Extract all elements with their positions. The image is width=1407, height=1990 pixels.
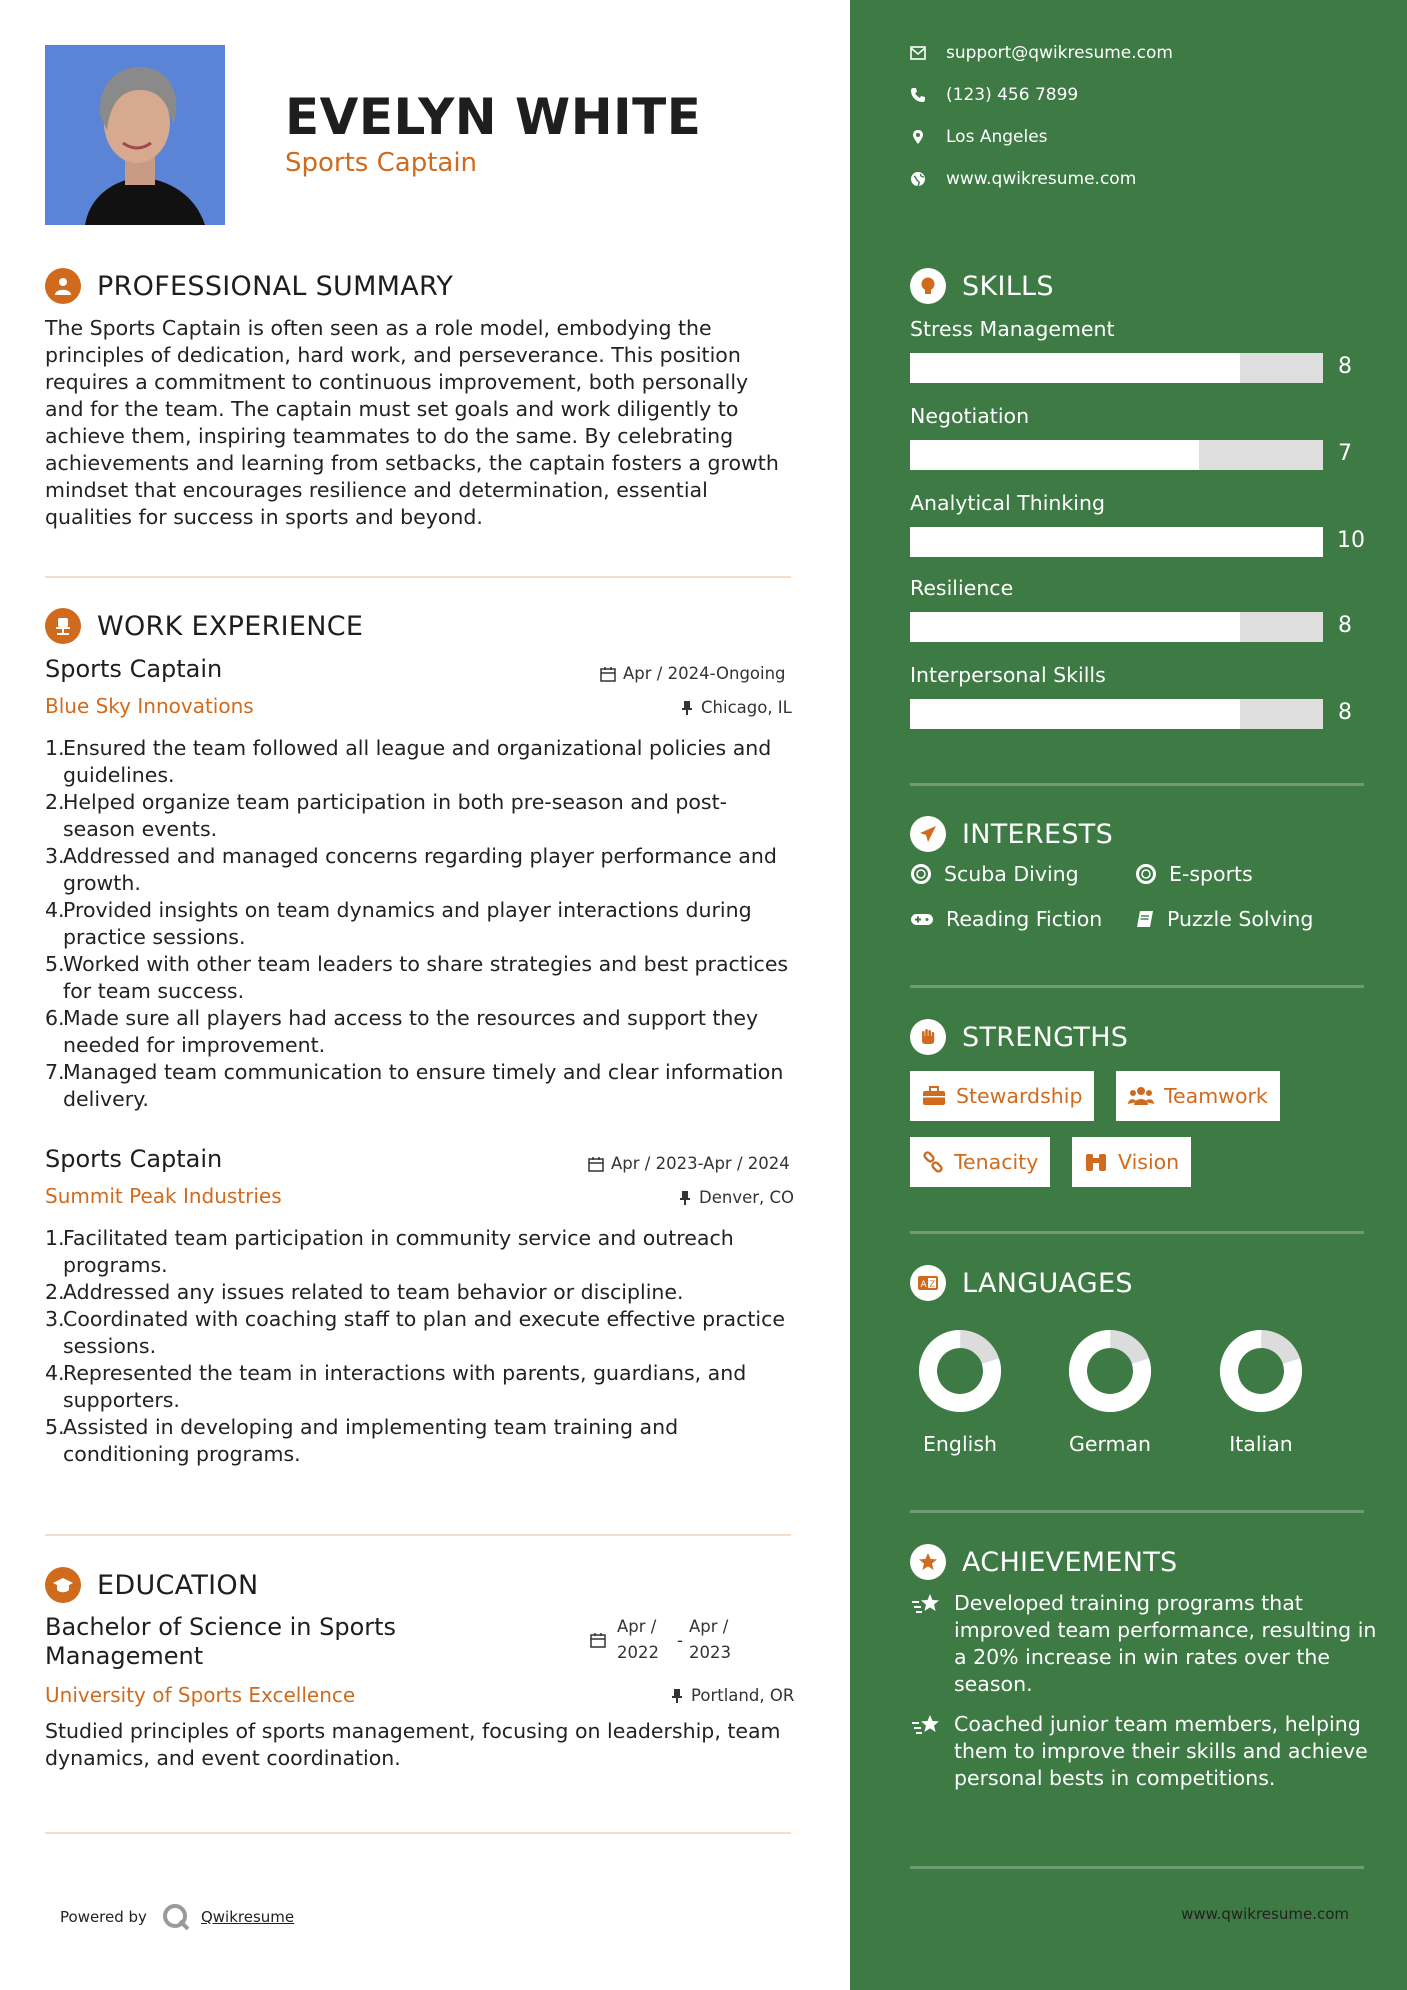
education-location-text: Portland, OR — [691, 1686, 795, 1705]
powered-by-label: Powered by — [60, 1908, 147, 1926]
job-location-text: Chicago, IL — [701, 698, 792, 717]
language-item — [1050, 1328, 1170, 1456]
education-description: Studied principles of sports management, focusing on leadership, team dynamics, and event coordination. — [45, 1719, 781, 1770]
skills-heading — [910, 268, 1054, 304]
paper-plane-icon — [910, 816, 946, 852]
education-location — [670, 1686, 794, 1705]
end-month: Apr / — [688, 1617, 729, 1636]
summary-text: The Sports Captain is often seen as a role model, embodying the principles of dedication, hard work, and perseverance. This position requires a commitment to continuous improvement, both personally and for the team. The captain must set goals and work diligently to achieve them, inspiring teammates to do the same. By celebrating achievements and learning from setbacks, the captain fosters a growth mindset that encourages resilience and determination, essential qualities for success in sports and beyond. — [45, 316, 779, 529]
footer-website[interactable]: www.qwikresume.com — [1181, 1905, 1349, 1923]
end-year: 2023 — [688, 1643, 731, 1662]
list-item: 2. Helped organize team participation in both pre-season and post-season events. — [45, 790, 728, 841]
strength-label: Tenacity — [954, 1150, 1039, 1174]
list-item: 3. Coordinated with coaching staff to plan and execute effective practice sessions. — [45, 1307, 785, 1358]
pin-icon — [678, 1190, 692, 1206]
interest-item — [910, 907, 1102, 931]
education-heading — [45, 1567, 258, 1603]
skill-label: Stress Management — [910, 317, 1115, 341]
divider — [45, 576, 791, 578]
list-item: 1. Ensured the team followed all league and organizational policies and guidelines. — [45, 736, 772, 787]
divider — [45, 1832, 791, 1834]
qwikresume-logo-icon — [161, 1902, 191, 1932]
skill-bar — [910, 440, 1323, 470]
strength-chip — [1072, 1137, 1191, 1187]
svg-text:Z: Z — [929, 1279, 935, 1289]
skill-value: 10 — [1337, 528, 1365, 553]
map-marker-icon — [910, 129, 926, 145]
strength-label: Teamwork — [1164, 1084, 1268, 1108]
divider — [910, 783, 1364, 786]
summary-heading — [45, 268, 453, 304]
globe-icon — [910, 171, 926, 187]
divider — [45, 1534, 791, 1536]
book-icon — [1135, 909, 1155, 929]
language-label: Italian — [1229, 1432, 1293, 1456]
link-icon — [922, 1151, 944, 1173]
sidebar — [850, 0, 1407, 1990]
interest-label: Puzzle Solving — [1167, 907, 1314, 931]
language-donut — [1067, 1328, 1153, 1414]
list-item: 5. Assisted in developing and implementing team training and conditioning programs. — [45, 1415, 679, 1466]
powered-by — [60, 1902, 294, 1932]
contact-location — [910, 127, 1048, 147]
contact-website — [910, 169, 1136, 189]
languages-title: LANGUAGES — [962, 1267, 1133, 1299]
job-dates-text: Apr / 2023-Apr / 2024 — [611, 1154, 790, 1173]
candidate-name: EVELYN WHITE — [285, 88, 702, 146]
skill-bar-fill — [910, 440, 1199, 470]
interest-label: Scuba Diving — [944, 862, 1079, 886]
phone-icon — [910, 87, 926, 103]
strength-label: Stewardship — [956, 1084, 1083, 1108]
job-dates — [600, 664, 786, 683]
list-item: 5. Worked with other team leaders to share strategies and best practices for team success. — [45, 952, 789, 1003]
job-location — [678, 1188, 794, 1207]
calendar-icon — [588, 1156, 604, 1172]
shooting-star-icon — [910, 1592, 942, 1618]
achievement-item — [910, 1590, 1380, 1698]
strength-chip — [910, 1071, 1094, 1121]
start-month: Apr / — [617, 1617, 657, 1636]
briefcase-icon — [922, 1086, 946, 1106]
skill-label: Resilience — [910, 576, 1014, 600]
life-ring-icon — [910, 863, 932, 885]
interest-item — [1135, 862, 1253, 886]
degree-line: Management — [45, 1642, 204, 1670]
calendar-icon — [600, 666, 616, 682]
users-icon — [1128, 1086, 1154, 1106]
list-item: 2. Addressed any issues related to team behavior or discipline. — [45, 1280, 684, 1304]
experience-title: WORK EXPERIENCE — [97, 610, 364, 642]
star-icon — [910, 1544, 946, 1580]
list-item: 4. Provided insights on team dynamics and player interactions during practice sessions. — [45, 898, 752, 949]
experience-heading — [45, 608, 363, 644]
degree — [45, 1613, 396, 1671]
strength-chip — [910, 1137, 1050, 1187]
pin-icon — [680, 700, 694, 716]
hand-icon — [910, 1019, 946, 1055]
job-dates-text: Apr / 2024-Ongoing — [623, 664, 786, 683]
interest-item — [910, 862, 1079, 886]
interest-label: Reading Fiction — [946, 907, 1103, 931]
list-item: 7. Managed team communication to ensure timely and clear information delivery. — [45, 1060, 784, 1111]
summary-title: PROFESSIONAL SUMMARY — [97, 270, 454, 302]
job-dates — [588, 1154, 790, 1173]
candidate-role: Sports Captain — [285, 148, 478, 178]
skill-label: Interpersonal Skills — [910, 663, 1106, 687]
life-ring-icon — [1135, 863, 1157, 885]
list-item: 3. Addressed and managed concerns regarding player performance and growth. — [45, 844, 777, 895]
language-donut — [917, 1328, 1003, 1414]
education-dates — [590, 1614, 731, 1666]
achievement-text: Developed training programs that improved team performance, resulting in a 20% increase in win rates over the season. — [954, 1591, 1377, 1696]
list-item: 6. Made sure all players had access to the resources and support they needed for improvement. — [45, 1006, 759, 1057]
achievements-heading — [910, 1544, 1178, 1580]
school-name: University of Sports Excellence — [45, 1683, 356, 1707]
language-item — [900, 1328, 1020, 1456]
interest-item — [1135, 907, 1313, 931]
languages-heading — [910, 1265, 1133, 1301]
contact-location-text: Los Angeles — [946, 127, 1048, 147]
skill-bar — [910, 353, 1323, 383]
svg-text:A: A — [920, 1280, 927, 1290]
achievement-text: Coached junior team members, helping them to improve their skills and achieve personal bests in competitions. — [954, 1712, 1368, 1790]
skill-bar — [910, 612, 1323, 642]
profile-photo — [45, 45, 225, 225]
job-location — [680, 698, 792, 717]
achievements-title: ACHIEVEMENTS — [962, 1546, 1178, 1578]
binoculars-icon — [1084, 1152, 1108, 1172]
skill-value: 8 — [1338, 613, 1352, 638]
strengths-heading — [910, 1019, 1128, 1055]
contact-phone-text: (123) 456 7899 — [946, 85, 1079, 105]
job-location-text: Denver, CO — [699, 1188, 795, 1207]
list-item: 1. Facilitated team participation in community service and outreach programs. — [45, 1226, 734, 1277]
contact-phone — [910, 85, 1078, 105]
education-title: EDUCATION — [97, 1569, 259, 1601]
job-company: Summit Peak Industries — [45, 1184, 282, 1208]
skill-label: Analytical Thinking — [910, 491, 1105, 515]
divider — [910, 1231, 1364, 1234]
skill-bar-fill — [910, 527, 1323, 557]
skills-title: SKILLS — [962, 270, 1054, 302]
skill-value: 8 — [1338, 700, 1352, 725]
duties-list — [45, 1225, 795, 1468]
language-label: German — [1068, 1432, 1152, 1456]
envelope-icon — [910, 46, 926, 60]
skill-bar — [910, 699, 1323, 729]
interests-heading — [910, 816, 1113, 852]
translate-icon — [910, 1265, 946, 1301]
duties-list — [45, 735, 795, 1113]
achievement-item — [910, 1711, 1380, 1792]
language-label: English — [922, 1432, 998, 1456]
user-icon — [45, 268, 81, 304]
contact-email — [910, 43, 1173, 63]
pin-icon — [670, 1688, 684, 1704]
divider — [910, 1866, 1364, 1869]
interest-label: E-sports — [1169, 862, 1253, 886]
language-item — [1201, 1328, 1321, 1456]
skill-value: 7 — [1338, 441, 1352, 466]
start-year: 2022 — [617, 1643, 659, 1662]
strength-chip — [1116, 1071, 1280, 1121]
divider — [910, 985, 1364, 988]
graduation-cap-icon — [45, 1567, 81, 1603]
strengths-title: STRENGTHS — [962, 1021, 1129, 1053]
skill-label: Negotiation — [910, 404, 1030, 428]
interests-title: INTERESTS — [962, 818, 1114, 850]
office-chair-icon — [45, 608, 81, 644]
gamepad-icon — [910, 910, 934, 928]
skill-bar-fill — [910, 612, 1240, 642]
skill-bar-fill — [910, 699, 1240, 729]
job-title: Sports Captain — [45, 655, 223, 683]
job-company: Blue Sky Innovations — [45, 694, 254, 718]
contact-email-text[interactable]: support@qwikresume.com — [946, 43, 1173, 63]
shooting-star-icon — [910, 1713, 942, 1739]
divider — [910, 1510, 1364, 1513]
skill-bar — [910, 527, 1323, 557]
date-separator: - — [677, 1631, 683, 1650]
skill-value: 8 — [1338, 354, 1352, 379]
job-title: Sports Captain — [45, 1145, 223, 1173]
degree-line: Bachelor of Science in Sports — [45, 1613, 397, 1641]
calendar-icon — [590, 1632, 606, 1648]
lightbulb-icon — [910, 268, 946, 304]
language-donut — [1218, 1328, 1304, 1414]
qwikresume-link[interactable]: Qwikresume — [200, 1908, 295, 1926]
list-item: 4. Represented the team in interactions with parents, guardians, and supporters. — [45, 1361, 747, 1412]
contact-website-text[interactable]: www.qwikresume.com — [946, 169, 1137, 189]
skill-bar-fill — [910, 353, 1240, 383]
strength-label: Vision — [1118, 1150, 1180, 1174]
